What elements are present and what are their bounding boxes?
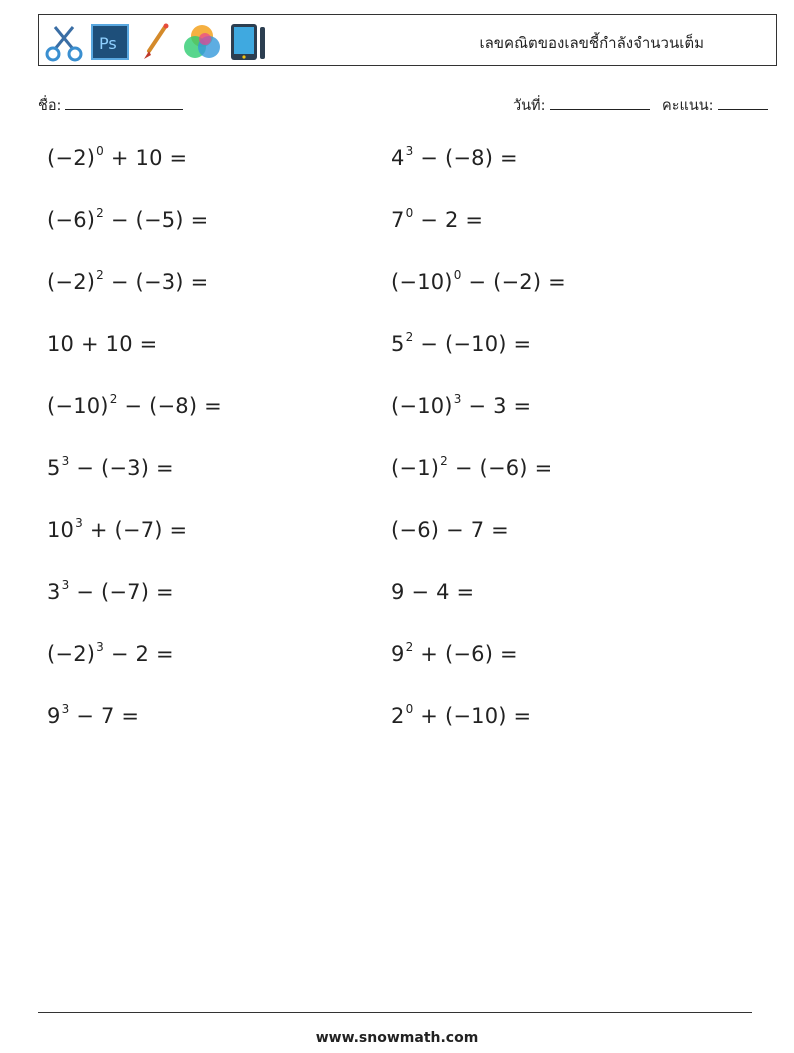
- problem-rest: − 7 =: [69, 704, 140, 728]
- score-blank[interactable]: [718, 95, 768, 110]
- problem-exponent: 2: [96, 268, 104, 282]
- problem-rest: − (−3) =: [104, 270, 209, 294]
- date-label: วันที่:: [513, 98, 546, 114]
- problem-rest: − (−10) =: [413, 332, 532, 356]
- problem-rest: − 3 =: [461, 394, 532, 418]
- worksheet-header: [38, 14, 777, 66]
- problem-rest: + (−6) =: [413, 642, 518, 666]
- name-blank[interactable]: [65, 95, 183, 110]
- problem-left-7: [47, 518, 187, 542]
- problem-right-1: [391, 146, 518, 170]
- problem-exponent: 3: [61, 702, 70, 716]
- problem-rest: − (−7) =: [69, 580, 174, 604]
- problem-rest: + 10 =: [104, 146, 188, 170]
- problem-exponent: 2: [440, 454, 448, 468]
- footer-url: www.snowmath.com: [315, 1030, 479, 1046]
- problem-left-1: [47, 146, 187, 170]
- problem-rest: − 2 =: [104, 642, 174, 666]
- problem-base: 5: [391, 332, 405, 356]
- problem-exponent: 3: [61, 454, 70, 468]
- score-field: [662, 94, 768, 117]
- worksheet-title: เลขคณิตของเลขชี้กำลังจำนวนเต็ม: [479, 34, 704, 52]
- footer-divider: [38, 1012, 752, 1013]
- problem-exponent: 0: [96, 144, 104, 158]
- problem-right-6: [391, 456, 552, 480]
- problem-base: 9: [47, 704, 61, 728]
- problem-exponent: 3: [75, 516, 83, 530]
- tablet-icon: [227, 21, 269, 63]
- problem-left-5: [47, 394, 222, 418]
- problem-right-3: [391, 270, 566, 294]
- name-label: ชื่อ:: [38, 98, 62, 114]
- name-field: [38, 94, 183, 117]
- problem-base: 9: [391, 642, 405, 666]
- problem-exponent: 2: [405, 330, 414, 344]
- problem-base: (−10): [47, 394, 109, 418]
- problem-base: (−10): [391, 394, 453, 418]
- problem-exponent: 0: [453, 268, 462, 282]
- scissors-icon: [43, 21, 85, 63]
- problem-base: 4: [391, 146, 405, 170]
- problem-base: (−2): [47, 146, 96, 170]
- problem-base: 2: [391, 704, 405, 728]
- problem-rest: − (−5) =: [104, 208, 209, 232]
- problem-right-8: [391, 580, 474, 604]
- problem-exponent: 3: [405, 144, 414, 158]
- problem-right-7: [391, 518, 509, 542]
- problem-rest: − (−8) =: [413, 146, 518, 170]
- problem-right-9: [391, 642, 518, 666]
- problem-rest: + (−10) =: [413, 704, 532, 728]
- problem-left-10: [47, 704, 139, 728]
- problem-exponent: 2: [109, 392, 118, 406]
- problem-rest: − 2 =: [413, 208, 484, 232]
- problem-exponent: 0: [405, 702, 414, 716]
- problem-right-5: [391, 394, 531, 418]
- problem-rest: − (−8) =: [117, 394, 222, 418]
- problem-left-3: [47, 270, 208, 294]
- date-blank[interactable]: [550, 95, 650, 110]
- problem-left-8: [47, 580, 174, 604]
- problem-base: 9 − 4 =: [391, 580, 475, 604]
- photoshop-icon: [89, 21, 131, 63]
- problem-rest: − (−2) =: [461, 270, 566, 294]
- problem-exponent: 3: [96, 640, 104, 654]
- problem-exponent: 2: [405, 640, 414, 654]
- score-label: คะแนน:: [662, 98, 714, 114]
- problem-rest: + (−7) =: [82, 518, 188, 542]
- problem-right-4: [391, 332, 531, 356]
- problem-base: (−6): [47, 208, 96, 232]
- problem-right-10: [391, 704, 531, 728]
- problem-base: (−1): [391, 456, 440, 480]
- problem-base: (−6) − 7 =: [391, 518, 509, 542]
- svg-text:Ps: Ps: [99, 34, 117, 53]
- problem-exponent: 3: [453, 392, 462, 406]
- problem-base: 10 + 10 =: [47, 332, 158, 356]
- date-field: [513, 94, 650, 117]
- problem-left-9: [47, 642, 174, 666]
- problem-base: 7: [391, 208, 405, 232]
- problem-left-6: [47, 456, 174, 480]
- problem-base: (−2): [47, 642, 96, 666]
- problem-rest: − (−6) =: [448, 456, 553, 480]
- problem-exponent: 0: [405, 206, 414, 220]
- problem-left-4: [47, 332, 157, 356]
- problem-rest: − (−3) =: [69, 456, 174, 480]
- problem-exponent: 3: [61, 578, 70, 592]
- problem-exponent: 2: [96, 206, 104, 220]
- header-icons: [43, 20, 269, 64]
- problem-base: 5: [47, 456, 61, 480]
- paintbrush-icon: [135, 21, 177, 63]
- problem-base: (−10): [391, 270, 453, 294]
- problem-base: 10: [47, 518, 75, 542]
- problem-base: 3: [47, 580, 61, 604]
- problem-right-2: [391, 208, 483, 232]
- problem-left-2: [47, 208, 208, 232]
- color-wheel-icon: [181, 21, 223, 63]
- problem-base: (−2): [47, 270, 96, 294]
